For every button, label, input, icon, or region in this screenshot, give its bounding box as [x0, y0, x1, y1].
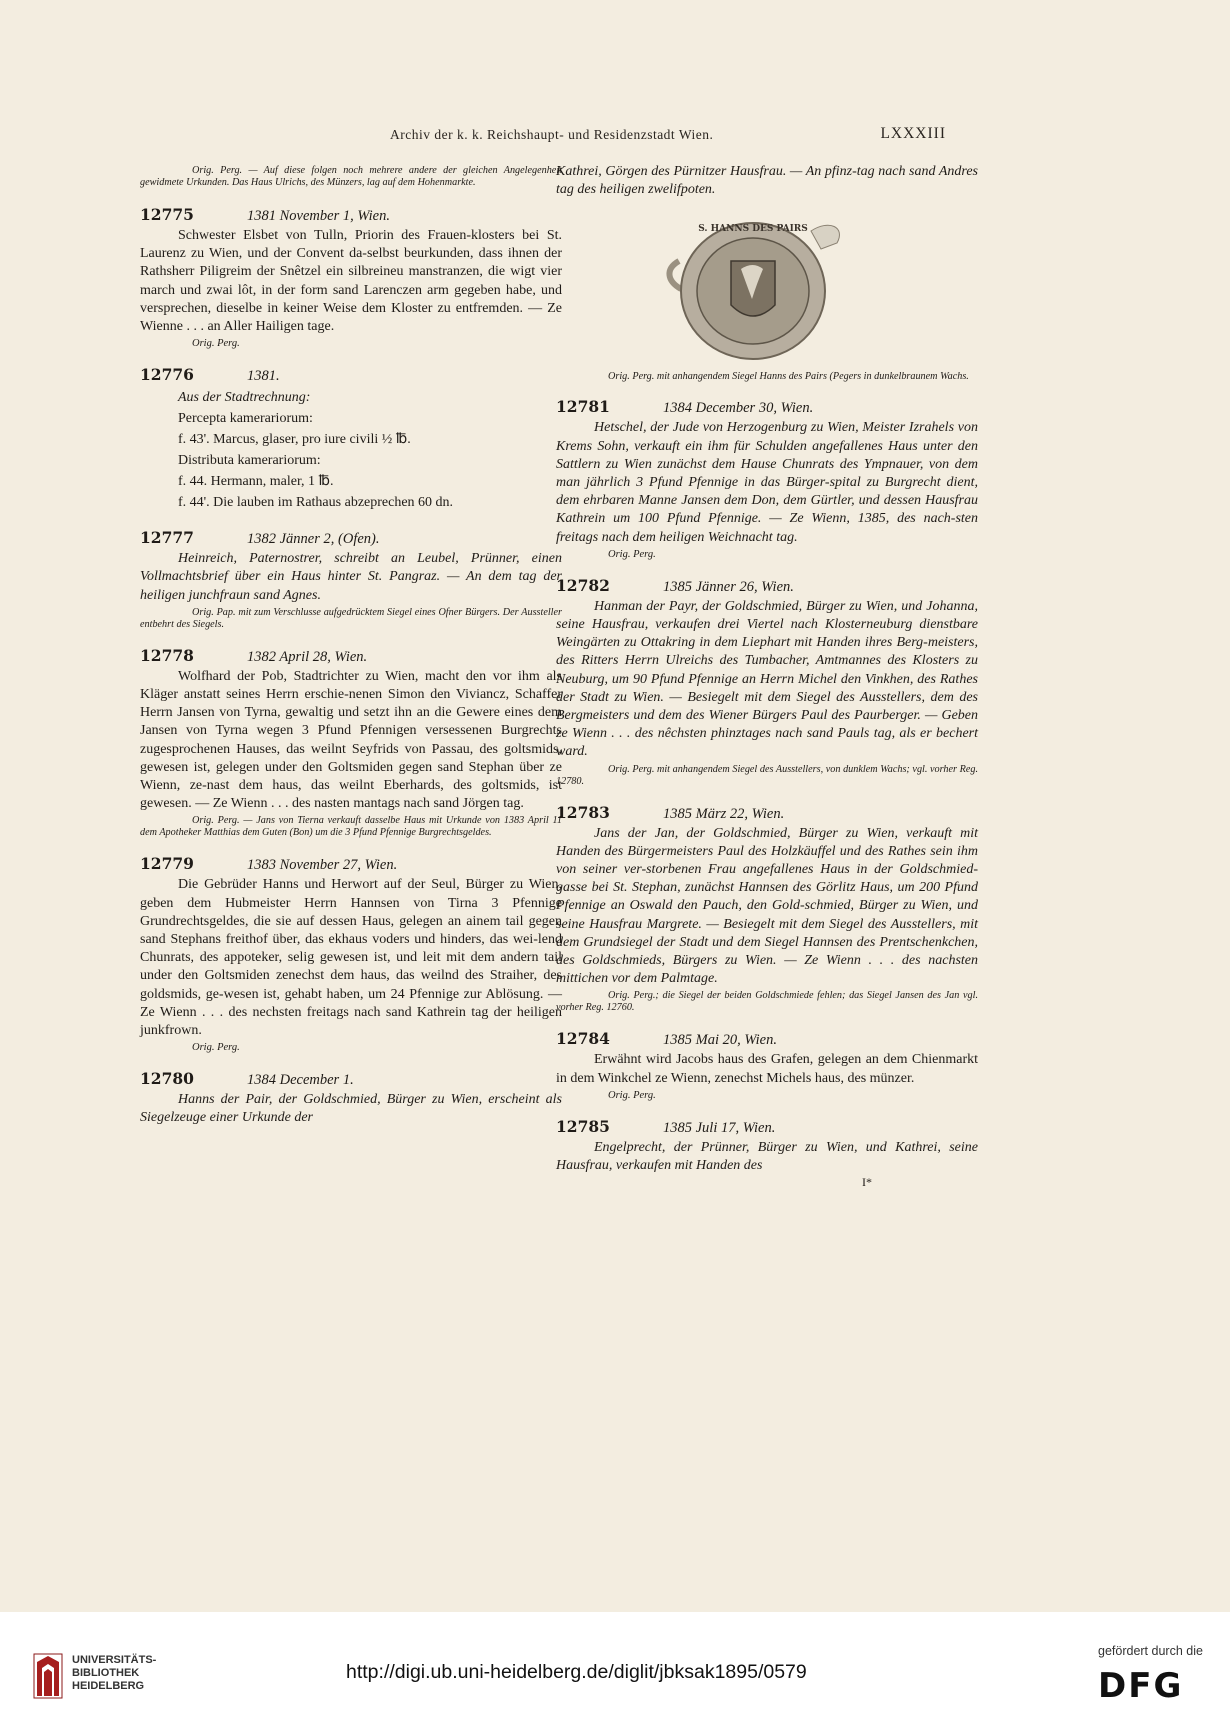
library-name[interactable]: [72, 1654, 156, 1693]
entry-number: 12776: [140, 365, 194, 385]
entry-text: Wolfhard der Pob, Stadtrichter zu Wien, macht den vor ihm als Kläger anstatt seines Herrn erschie-nenen Simon den Viviancz, Schaffer Herrn Jansen von Tyrna, gewaltig und setzt ihn an die Gewere eines dem Jansen von Tyrna wegen 3 Pfund Pfennigen versessenen Burgrechts zugesprochenen Hauses, das weilnt Seyfrids von Passau, des goltsmids, gewesen ist, gelegen under den Goltsmiden gegen sand Stephan über ze Wienn, ze-nast dem haus, das weilnt Eberhards, des goltsmids, ist gewesen. — Ze Wienn . . . des nasten mantags nach sand Jörgen tag.: [140, 668, 562, 812]
entry-text: Hanns der Pair, der Goldschmied, Bürger zu Wien, erscheint als Siegelzeuge einer Urkunde der: [140, 1092, 562, 1126]
seal-strap: [669, 261, 681, 289]
library-name-line: BIBLIOTHEK: [72, 1667, 140, 1679]
university-logo-icon[interactable]: [32, 1652, 66, 1700]
entry-text: Jans der Jan, der Goldschmied, Bürger zu Wien, verkauft mit Handen des Bürgermeisters Paul des Holzkäuffel und des Rathes sein ihm von seiner ver-storbenen Frau angefallenes Haus in der Goldschmied-gasse bei St. Stephan, zunächst Hannsen des Görlitz Haus, um 200 Pfund Pfennige an Oswald den Pauch, den Gold-schmied, Bürger zu Wien, und seine Hausfrau Margrete. — Besiegelt mit dem Siegel des Ausstellers, mit dem Grundsiegel der Stadt und dem Siegel Hannsen des Prentschenkchen, des Goldschmieds, Bürgers zu Wien. — Ze Wienn . . . des nachsten mittichen vor dem Palmtage.: [556, 825, 978, 987]
dfg-logo[interactable]: DFG: [1098, 1666, 1184, 1706]
continued-text: Kathrei, Görgen des Pürnitzer Hausfrau. — An pfinz-tag nach sand Andres tag des heiligen zwelifpoten.: [556, 164, 978, 198]
seal-image: [661, 209, 861, 369]
entry-text: Erwähnt wird Jacobs haus des Grafen, gelegen an dem Chienmarkt in dem Winkchel ze Wienn, zenechst Michels haus, des münzer.: [556, 1052, 978, 1086]
entry-date: 1381 November 1, Wien.: [247, 208, 390, 224]
entry-date: 1384 December 1.: [247, 1072, 354, 1089]
entry-12784: [556, 1029, 978, 1101]
entry-12783: [556, 803, 978, 1015]
entry-note: Orig. Perg. mit anhangendem Siegel des Ausstellers, von dunklem Wachs; vgl. vorher Reg. 12780.: [556, 763, 978, 787]
source-url-link[interactable]: http://digi.ub.uni-heidelberg.de/diglit/jbksak1895/0579: [346, 1661, 807, 1683]
entry-number: 12785: [556, 1116, 610, 1136]
entry-12781: [556, 397, 978, 560]
seal-illustration: [556, 209, 978, 369]
entry-12775: [140, 205, 562, 350]
ledger-line: f. 44'. Die lauben im Rathaus abzeprechen 60 dn.: [178, 495, 454, 511]
seal-legend-text: S. HANNS DES PAIRS: [698, 224, 808, 235]
entry-number: 12780: [140, 1069, 194, 1089]
footer-bar: [0, 1612, 1230, 1714]
entry-text: Schwester Elsbet von Tulln, Priorin des Frauen-klosters bei St. Laurenz zu Wien, und der Convent da-selbst beurkunden, dass ihnen der Rathsherr Piligreim der Snêtzel ein silbreineu manstranzen, die wigt vier march und zwai lôt, in der form sand Larenczen arm gegeben habe, und versprechen, dieselbe in keiner Weise dem Kloster zu entfremden. — Ze Wienne . . . an Aller Hailigen tage.: [140, 228, 562, 335]
ledger-line: Percepta kamerariorum:: [178, 411, 313, 427]
entry-number: 12778: [140, 645, 194, 665]
entry-number: 12777: [140, 528, 194, 548]
entry-date: 1382 Jänner 2, (Ofen).: [247, 531, 380, 548]
entry-source: Orig. Perg.: [192, 338, 240, 350]
entry-number: 12781: [556, 397, 610, 417]
ledger-line: f. 44. Hermann, maler, 1 ℔.: [178, 474, 334, 490]
entry-date: 1383 November 27, Wien.: [247, 857, 398, 874]
entry-date: 1385 Jänner 26, Wien.: [663, 578, 794, 595]
entry-text: Die Gebrüder Hanns und Herwort auf der Seul, Bürger zu Wien, geben dem Hubmeister Herrn Hannsen von Tirna 3 Pfennige Grundrechtsgeldes, die sie auf dessen Haus, gelegen an ainem tail gegen sand Stephans freithof über, das ekhaus voders und hinders, das wei-lend Chunrats, des appoteker, selig gewesen ist, und leit mit dem andern tail under den Goltsmiden zenechst dem haus, das weilnd des Straiher, des goldsmids, ge-wesen ist, gehabt haben, um 24 Pfennige zur Ablösung. — Ze Wienn . . . des nechsten freitags nach sand Kathrein tag der heiligen junkfrown.: [140, 877, 562, 1039]
entry-12785: [556, 1117, 978, 1190]
entry-note: Orig. Perg. — Jans von Tierna verkauft dasselbe Haus mit Urkunde von 1383 April 11 dem Apotheker Matthias dem Guten (Bon) um die 3 Pfund Pfennige Burgrechtsgeldes.: [140, 815, 562, 839]
right-column: [556, 163, 978, 1190]
intro-note: Orig. Perg. — Auf diese folgen noch mehrere andere der gleichen Angelegenheit gewidmete Urkunden. Das Haus Ulrichs, des Münzers, lag auf dem Hohenmarkte.: [140, 165, 562, 188]
entry-source: Orig. Perg.: [192, 1042, 240, 1054]
page-number: LXXXIII: [880, 125, 946, 142]
library-name-line: HEIDELBERG: [72, 1680, 145, 1692]
seal-strap: [811, 226, 839, 250]
entry-date: 1385 Juli 17, Wien.: [663, 1119, 776, 1136]
entry-12782: [556, 576, 978, 788]
entry-date: 1385 Mai 20, Wien.: [663, 1032, 777, 1049]
entry-text: Hetschel, der Jude von Herzogenburg zu Wien, Meister Izrahels von Krems Sohn, verkauft ein ihm für Schulden angefallenes Haus unter den Sattlern zu Wien zunächst dem Hause Chunrats des Ympnauer, von dem man jährlich 3 Pfund Pfennige in das Bürger-spital zu Burgrecht dient, dem ehrbaren Manne Jansen dem Don, dem Gürtler, und dessen Hausfrau Kathrein um 100 Pfund Pfennige. — Ze Wienn, 1385, des nach-sten freitags nach dem heiligen Weichnacht tag.: [556, 420, 978, 545]
entry-12778: [140, 646, 562, 840]
entry-date: 1384 December 30, Wien.: [663, 400, 814, 417]
entry-12780: [140, 1069, 562, 1127]
entry-number: 12775: [140, 205, 194, 224]
library-name-line: UNIVERSITÄTS-: [72, 1654, 157, 1666]
entry-source: Orig. Perg.: [608, 1089, 656, 1101]
entry-text: Engelprecht, der Prünner, Bürger zu Wien, und Kathrei, seine Hausfrau, verkaufen mit Handen des: [556, 1139, 978, 1174]
funding-label: gefördert durch die: [1098, 1644, 1203, 1658]
entry-number: 12784: [556, 1029, 610, 1049]
entry-source: Orig. Perg.: [608, 548, 656, 560]
ledger-line: Distributa kamerariorum:: [178, 453, 321, 469]
entry-note: Orig. Pap. mit zum Verschlusse aufgedrücktem Siegel eines Ofner Bürgers. Der Aussteller entbehrt des Siegels.: [140, 606, 562, 630]
entry-12777: [140, 528, 562, 631]
entry-text: Heinreich, Paternostrer, schreibt an Leubel, Prünner, einen Vollmachtsbrief über ein Haus hinter St. Pangraz. — An dem tag der heiligen junchfraun sand Agnes.: [140, 551, 562, 603]
seal-legend: [698, 224, 808, 234]
entry-note: Orig. Perg.; die Siegel der beiden Goldschmiede fehlen; das Siegel Jansen des Jan vgl. vorher Reg. 12760.: [556, 990, 978, 1014]
header-title: Archiv der k. k. Reichshaupt- und Residenzstadt Wien.: [390, 127, 714, 142]
ledger-line: f. 43'. Marcus, glaser, pro iure civili ½ ℔.: [178, 432, 411, 448]
signature-mark: I*: [862, 1175, 872, 1190]
entry-date: 1381.: [247, 368, 280, 385]
entry-12776: [140, 365, 562, 513]
entry-text: Hanman der Payr, der Goldschmied, Bürger zu Wien, und Johanna, seine Hausfrau, verkaufen drei Viertel nach Klosterneuburg dienstbare Weingärten zu Ottakring in dem Liephart mit Handen ihres Berg-meisters, des Ritters Herrn Ulreichs des Tumbacher, Amtmannes des Klosters zu Neuburg, um 90 Pfund Pfennige an Herrn Michel den Vinkhen, des Rathes der Stadt zu Wien. — Besiegelt mit dem Siegel des Ausstellers, dem des Bergmeisters und dem des Wiener Bürgers Paul des Paurberger. — Geben ze Wienn . . . des nêchsten phinztages nach sand Pauls tag, als er bechert ward.: [556, 598, 978, 760]
entry-number: 12779: [140, 854, 194, 874]
entry-date: 1382 April 28, Wien.: [247, 648, 368, 665]
seal-note: Orig. Perg. mit anhangendem Siegel Hanns des Pairs (Pegers in dunkelbraunem Wachs.: [608, 371, 969, 383]
left-column: [140, 163, 562, 1128]
entry-number: 12782: [556, 575, 610, 595]
ledger-line: Aus der Stadtrechnung:: [178, 390, 311, 406]
running-header: [390, 125, 946, 149]
entry-12779: [140, 854, 562, 1054]
entry-number: 12783: [556, 802, 610, 822]
entry-date: 1385 März 22, Wien.: [663, 805, 785, 822]
